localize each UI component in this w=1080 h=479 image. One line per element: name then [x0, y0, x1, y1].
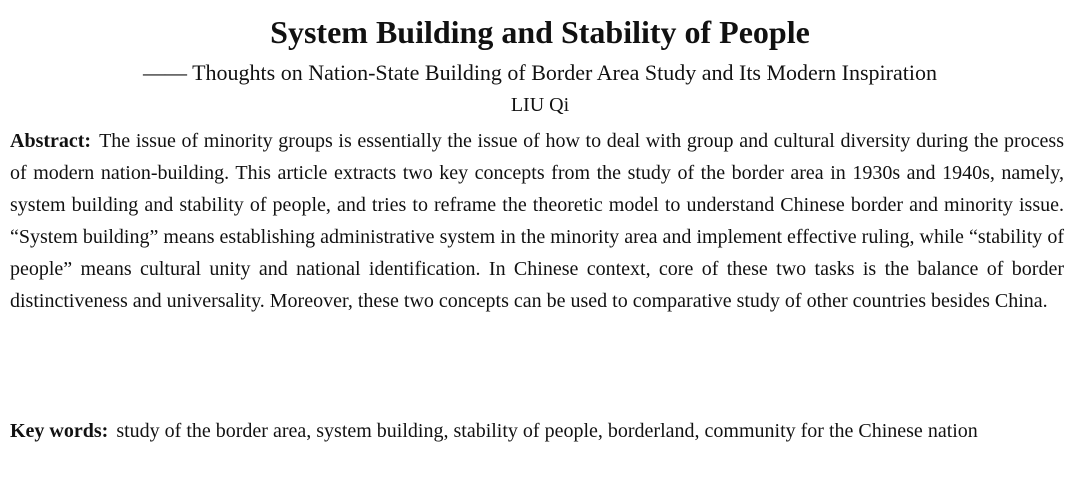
abstract-paragraph [10, 125, 1064, 317]
paper-title: System Building and Stability of People [270, 14, 810, 50]
abstract-label: Abstract: [10, 130, 92, 152]
abstract-text: The issue of minority groups is essentially the issue of how to deal with group and cultural diversity during the process of modern nation-building. This article extracts two key concepts from the study of the border area in 1930s and 1940s, namely, system building and stability of people, and tries to reframe the theoretic model to understand Chinese border and minority issue. “System building” means establishing administrative system in the minority area and implement effective ruling, while “stability of people” means cultural unity and national identification. In Chinese context, core of these two tasks is the balance of border distinctiveness and universality. Moreover, these two concepts can be used to comparative study of other countries besides China. [10, 130, 1064, 312]
keywords-label: Key words: [10, 420, 109, 442]
keywords-paragraph [10, 416, 1064, 446]
paper-author: LIU Qi [510, 94, 570, 116]
keywords-text: study of the border area, system building, stability of people, borderland, community for the Chinese nation [116, 420, 978, 442]
paper-subtitle: —— Thoughts on Nation-State Building of Border Area Study and Its Modern Inspiration [143, 60, 937, 85]
